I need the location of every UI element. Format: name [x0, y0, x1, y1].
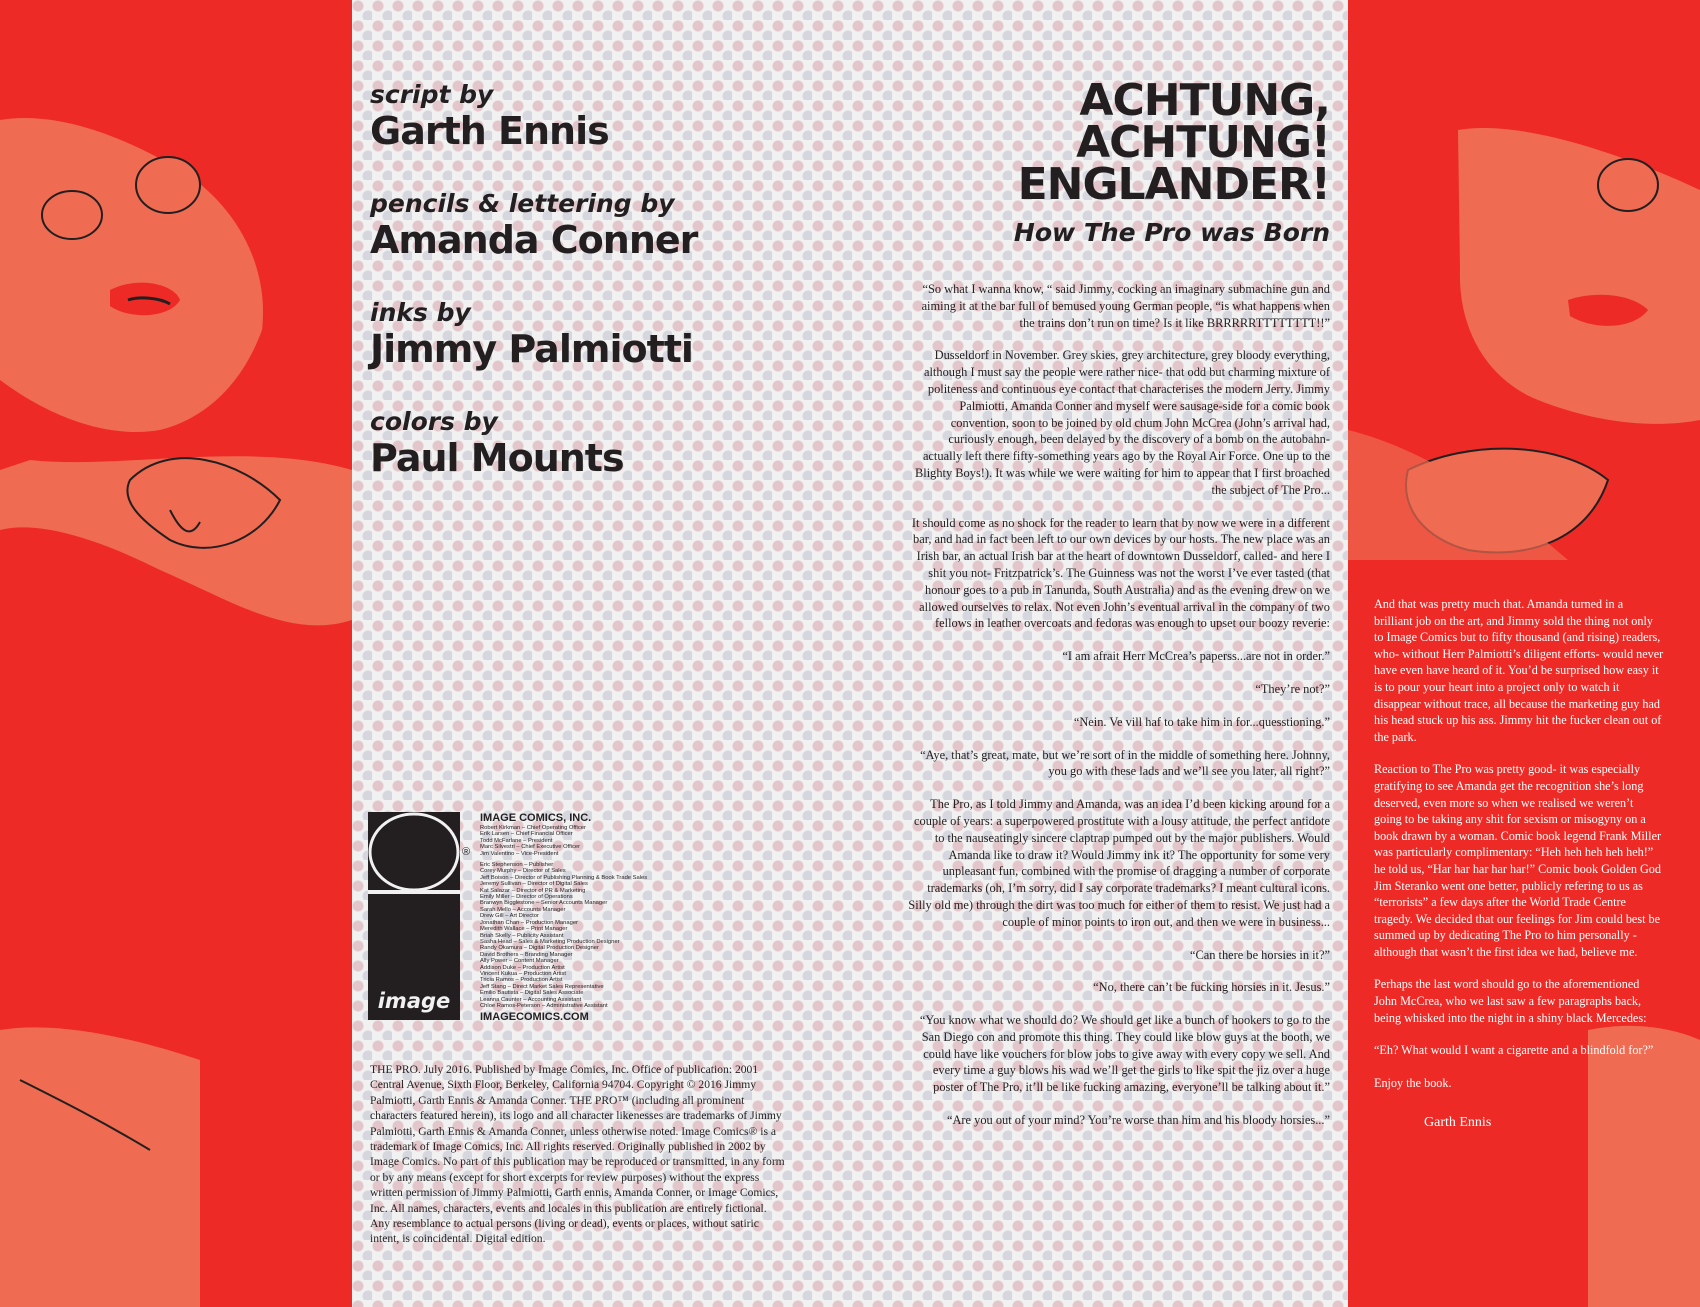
continuation-paragraph: “Eh? What would I want a cigarette and a blindfold for?” — [1374, 1043, 1654, 1058]
staff-line: Todd McFarlane – President — [480, 837, 553, 844]
continuation-column — [1374, 596, 1664, 1132]
legal-indicia: THE PRO. July 2016. Published by Image Comics, Inc. Office of publication: 2001 Central Avenue, Sixth Floor, Berkeley, California 94704. Copyright © 2016 Jimmy Palmiotti, Garth Ennis & Amanda Conner. THE PRO™ (including all prominent characters featured herein), its logo and all character likenesses are trademarks of Jimmy Palmiotti, Garth Ennis & Amanda Conner, unless otherwise noted. Image Comics® is a trademark of Image Comics, Inc. All rights reserved. Originally published in 2002 by Image Comics. No part of this publication may be reproduced or transmitted, in any form or by any means (except for short excerpts for review purposes) without the express written permission of Jimmy Palmiotti, Garth ennis, Amanda Conner, or Image Comics, Inc. All names, characters, events and locales in this publication are entirely fictional. Any resemblance to actual persons (living or dead), events or places, without satiric intent, is coincidental. Digital edition. — [370, 1063, 785, 1246]
staff-line: Sasha Head – Sales & Marketing Production Designer — [480, 938, 620, 945]
article-paragraph: “You know what we should do? We should get like a bunch of hookers to go to the San Diego con and promote this thing. They could like blow guys at the booth, we could have like vouchers for blow jobs to give away with every copy we sell. And every time a guy blows his wad we’ll get the girls to like spit the jiz over a huge poster of The Pro, it’ll be like fucking amazing, everyone’ll be talking about it.” — [919, 1013, 1330, 1095]
article-paragraph: “They’re not?” — [1255, 681, 1330, 696]
article-paragraph: The Pro, as I told Jimmy and Amanda, was an idea I’d been kicking around for a couple of years: a superpowered prostitute with a lousy attitude, the perfect antidote to the nauseatingly sincere claptrap pumped out by the major publishers. Would Amanda like to draw it? Would Jimmy ink it? The opportunity for some very unpleasant fun, combined with the promise of dragging a number of corporate trademarks (oh, I’m sorry, did I say corporate trademarks? I meant cultural icons. Silly old me) through the dirt was too much for either of them to resist. We just had a couple of minor points to iron out, and then we were in business... — [908, 797, 1330, 929]
continuation-paragraph: Perhaps the last word should go to the aforementioned John McCrea, who we last saw a few paragraphs back, being whisked into the night in a shiny black Mercedes: — [1374, 977, 1647, 1025]
staff-line: Ally Power – Content Manager — [480, 958, 559, 965]
article-paragraph: “Are you out of your mind? You’re worse than him and his bloody horsies...” — [946, 1113, 1330, 1128]
staff-line: David Brothers – Branding Manager — [480, 951, 573, 958]
staff-line: Marc Silvestri – Chief Executive Officer — [480, 844, 581, 851]
continuation-paragraph: Enjoy the book. — [1374, 1075, 1452, 1090]
credit-role: inks by — [370, 298, 471, 327]
staff-line: Eric Stephenson – Publisher — [480, 862, 554, 869]
staff-line: Jeff Boison – Director of Publishing Planning & Book Trade Sales — [480, 874, 648, 881]
staff-line: Randy Okamura – Digital Production Designer — [480, 945, 599, 952]
credit-role: script by — [370, 80, 494, 109]
article-paragraph: “Aye, that’s great, mate, but we’re sort of in the middle of something here. Johnny, you go with these lads and we’ll see you later, all right?” — [920, 747, 1330, 779]
staff-line: Sarah Mello – Accounts Manager — [480, 906, 566, 913]
credits-block — [370, 80, 790, 516]
staff-line: Corey Murphy – Director of Sales — [480, 868, 566, 875]
title-line: ACHTUNG! — [1076, 117, 1330, 168]
publisher-title: IMAGE COMICS, INC. — [480, 812, 592, 824]
staff-line: Addison Duke – Production Artist — [480, 964, 565, 971]
article-title-block — [880, 75, 1330, 247]
left-art-panel — [0, 0, 352, 1307]
publisher-staff-list — [480, 812, 710, 1023]
staff-line: Chloe Ramos-Peterson – Administrative Assistant — [480, 1002, 608, 1009]
logo-wordmark: image — [377, 989, 451, 1013]
article-paragraph: “Nein. Ve vill haf to take him in for...quesstioning.” — [1073, 714, 1330, 729]
staff-line: Drew Gill – Art Director — [480, 913, 539, 920]
credit-name: Amanda Conner — [370, 218, 698, 262]
title-line: ACHTUNG, — [1079, 75, 1330, 126]
image-comics-logo — [368, 812, 460, 1020]
staff-line: Emily Miller – Director of Operations — [480, 894, 573, 901]
credit-role: pencils & lettering by — [370, 189, 675, 218]
staff-line: Robert Kirkman – Chief Operating Officer — [480, 825, 586, 831]
article-subtitle: How The Pro was Born — [1013, 218, 1330, 247]
publisher-url: IMAGECOMICS.COM — [480, 1011, 589, 1024]
continuation-paragraph: And that was pretty much that. Amanda turned in a brilliant job on the art, and Jimmy sold the thing not only to Image Comics but to fifty thousand (and rising) readers, who- without Herr Palmiotti’s diligent efforts- would never have even have heard of it. You’d be surprised how easy it is to pour your heart into a project only to watch it disappear without trace, all because the marketing guy had his head stuck up his ass. Jimmy hit the fucker clean out of the park. — [1374, 597, 1664, 744]
credit-name: Garth Ennis — [370, 109, 609, 153]
article-paragraph: Dusseldorf in November. Grey skies, grey architecture, grey bloody everything, although I must say the people were rather nice- that odd but charming mixture of politeness and continuous eye contact that characterises the modern Jerry. Jimmy Palmiotti, Amanda Conner and myself were sausage-side for a comic book convention, soon to be joined by old chum John McCrea (John’s arrival had, curiously enough, been delayed by the discovery of a bomb on the autobahn- actually left there fifty-something years ago by the Royal Air Force. One up to the Blighty Boys!). It was while we were waiting for him to appear that I first broached the subject of The Pro... — [915, 348, 1330, 497]
article-body — [908, 281, 1330, 1145]
staff-line: Vincent Kukua – Production Artist — [480, 970, 566, 977]
staff-line: Jeff Stang – Direct Market Sales Representative — [480, 983, 604, 990]
staff-line: Branwyn Bigglestone – Senior Accounts Manager — [480, 900, 608, 907]
staff-line: Leanna Caunter – Accounting Assistant — [480, 996, 582, 1003]
article-paragraph: “No, there can’t be fucking horsies in it. Jesus.” — [1093, 980, 1330, 995]
registered-mark: ® — [462, 846, 471, 858]
staff-line: Kat Salazar – Director of PR & Marketing — [480, 887, 586, 894]
staff-line: Jeremy Sullivan – Director of Digital Sales — [480, 881, 588, 888]
staff-lines — [480, 825, 710, 1009]
staff-line: Jonathan Chan – Production Manager — [480, 919, 578, 926]
credit-name: Paul Mounts — [370, 436, 624, 480]
article-paragraph: It should come as no shock for the reader to learn that by now we were in a different bar, and had in fact been left to our own devices by our hosts. The new place was an Irish bar, an actual Irish bar at the heart of downtown Dusseldorf, called- and here I shit you not- Fritzpatrick’s. The Guinness was not the worst I’ve ever tasted (that honour goes to a pub in Tanunda, South Australia) and as the evening drew on we allowed ourselves to relax. Not even John’s eventual arrival in the company of two fellows in leather overcoats and fedoras was enough to upset our boozy reverie: — [911, 515, 1330, 631]
title-line: ENGLANDER! — [1017, 159, 1330, 210]
staff-line: Tricia Ramos – Production Artist — [480, 977, 563, 984]
article-paragraph: “Can there be horsies in it?” — [1189, 947, 1330, 962]
staff-line: Meredith Wallace – Print Manager — [480, 926, 568, 933]
credit-name: Jimmy Palmiotti — [370, 327, 693, 371]
article-paragraph: “So what I wanna know, “ said Jimmy, cocking an imaginary submachine gun and aiming it at the bar full of bemused young German people, “is what happens when the trains don’t run on time? Is it like BRRRRRTTTTTTTT!!” — [921, 282, 1330, 330]
staff-line: Emilio Bautista – Digital Sales Associate — [480, 990, 584, 997]
masked-woman-illustration — [0, 0, 352, 1307]
author-signature: Garth Ennis — [1424, 1115, 1492, 1131]
staff-line: Erik Larsen – Chief Financial Officer — [480, 831, 573, 838]
staff-line: Briah Skelly – Publicity Assistant — [480, 932, 564, 939]
staff-line: Jim Valentino – Vice-President — [480, 850, 559, 857]
continuation-paragraph: Reaction to The Pro was pretty good- it was especially gratifying to see Amanda get the recognition she’s long deserved, even more so when we realised we weren’t going to be taking any shit for sexism or misogyny on a book drawn by a woman. Comic book legend Frank Miller was particularly complimentary: “Heh heh heh heh heh!” he told us, “Har har har har har!” Comic book Golden God Jim Steranko went one better, publicly refering to us as “terrorists” a few days after the World Trade Centre tragedy. We decided that our feelings for Jim could best be summed up by dedicating The Pro to him personally - although that wasn’t the first idea we had, believe me. — [1374, 762, 1662, 959]
article-paragraph: “I am afrait Herr McCrea’s paperss...are not in order.” — [1062, 649, 1330, 664]
credit-role: colors by — [370, 407, 498, 436]
